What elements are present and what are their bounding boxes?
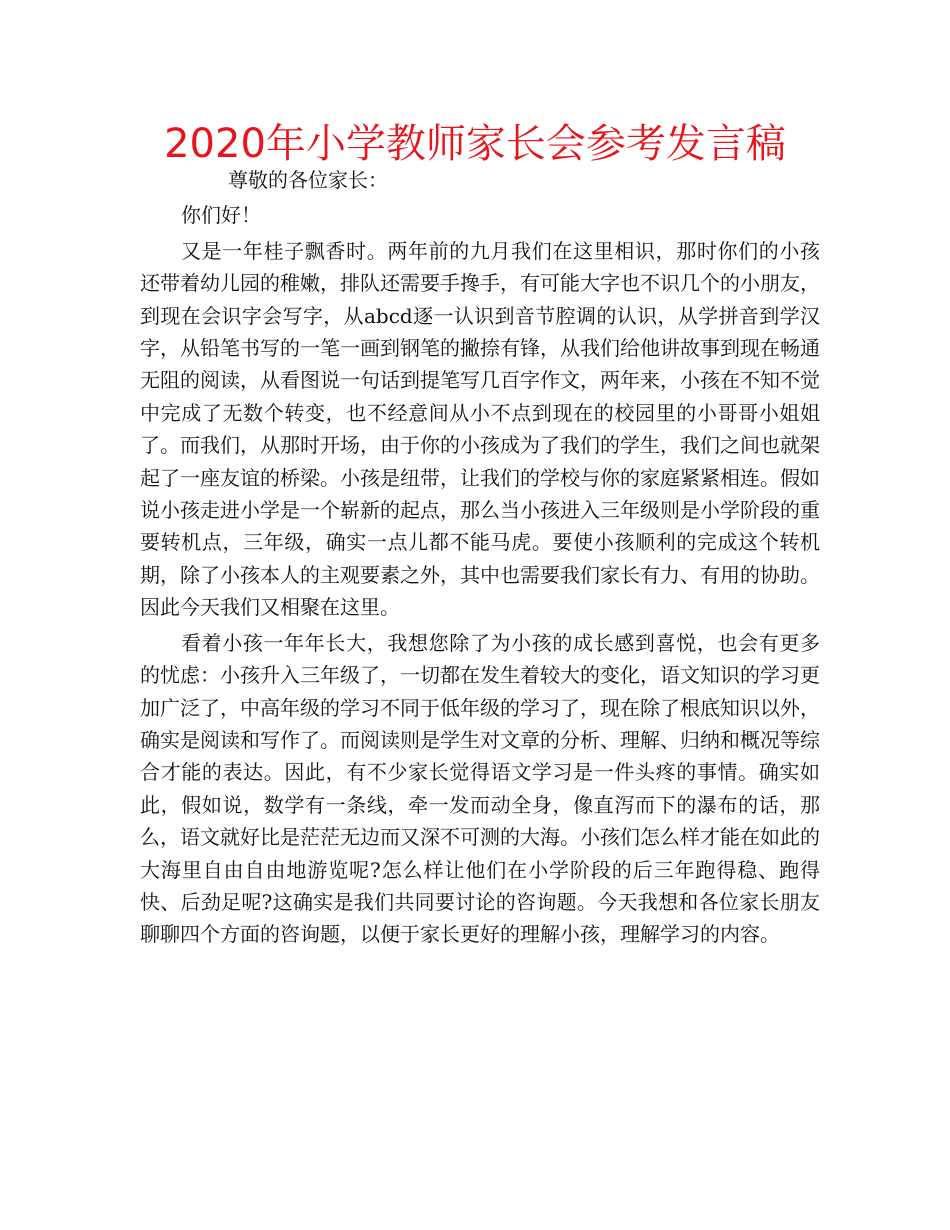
paragraph: 看着小孩一年年长大，我想您除了为小孩的成长感到喜悦，也会有更多的忧虑：小孩升入三年级了，一切都在发生着较大的变化，语文知识的学习更加广泛了，中高年级的学习不同于低年级的学习了，现在除了根底知识以外，确实是阅读和写作了。而阅读则是学生对文章的分析、理解、归纳和概况等综合才能的表达。因此，有不少家长觉得语文学习是一件头疼的事情。确实如此，假如说，数学有一条线，牵一发而动全身，像直泻而下的瀑布的话，那么，语文就好比是茫茫无边而又深不可测的大海。小孩们怎么样才能在如此的大海里自由自由地游览呢?怎么样让他们在小学阶段的后三年跑得稳、跑得快、后劲足呢?这确实是我们共同要讨论的咨询题。今天我想和各位家长朋友聊聊四个方面的咨询题，以便于家长更好的理解小孩，理解学习的内容。 <box>140 630 820 947</box>
paragraph: 又是一年桂子飘香时。两年前的九月我们在这里相识，那时你们的小孩还带着幼儿园的稚嫩，排队还需要手搀手，有可能大字也不识几个的小朋友，到现在会识字会写字，从abcd逐一认识到音节腔调的认识，从学拼音到学汉字，从铅笔书写的一笔一画到钢笔的撇捺有锋，从我们给他讲故事到现在畅通无阻的阅读，从看图说一句话到提笔写几百字作文，两年来，小孩在不知不觉中完成了无数个转变，也不经意间从小不点到现在的校园里的小哥哥小姐姐了。而我们，从那时开场，由于你的小孩成为了我们的学生，我们之间也就架起了一座友谊的桥梁。小孩是纽带，让我们的学校与你的家庭紧紧相连。假如说小孩走进小学是一个崭新的起点，那么当小孩进入三年级则是小学阶段的重要转机点，三年级，确实一点儿都不能马虎。要使小孩顺利的完成这个转机期，除了小孩本人的主观要素之外，其中也需要我们家长有力、有用的协助。因此今天我们又相聚在这里。 <box>140 238 820 620</box>
document-title: 2020年小学教师家长会参考发言稿 <box>164 121 786 167</box>
greeting: 你们好！ <box>181 203 261 228</box>
salutation: 尊敬的各位家长： <box>228 168 388 192</box>
document-body <box>140 164 820 954</box>
